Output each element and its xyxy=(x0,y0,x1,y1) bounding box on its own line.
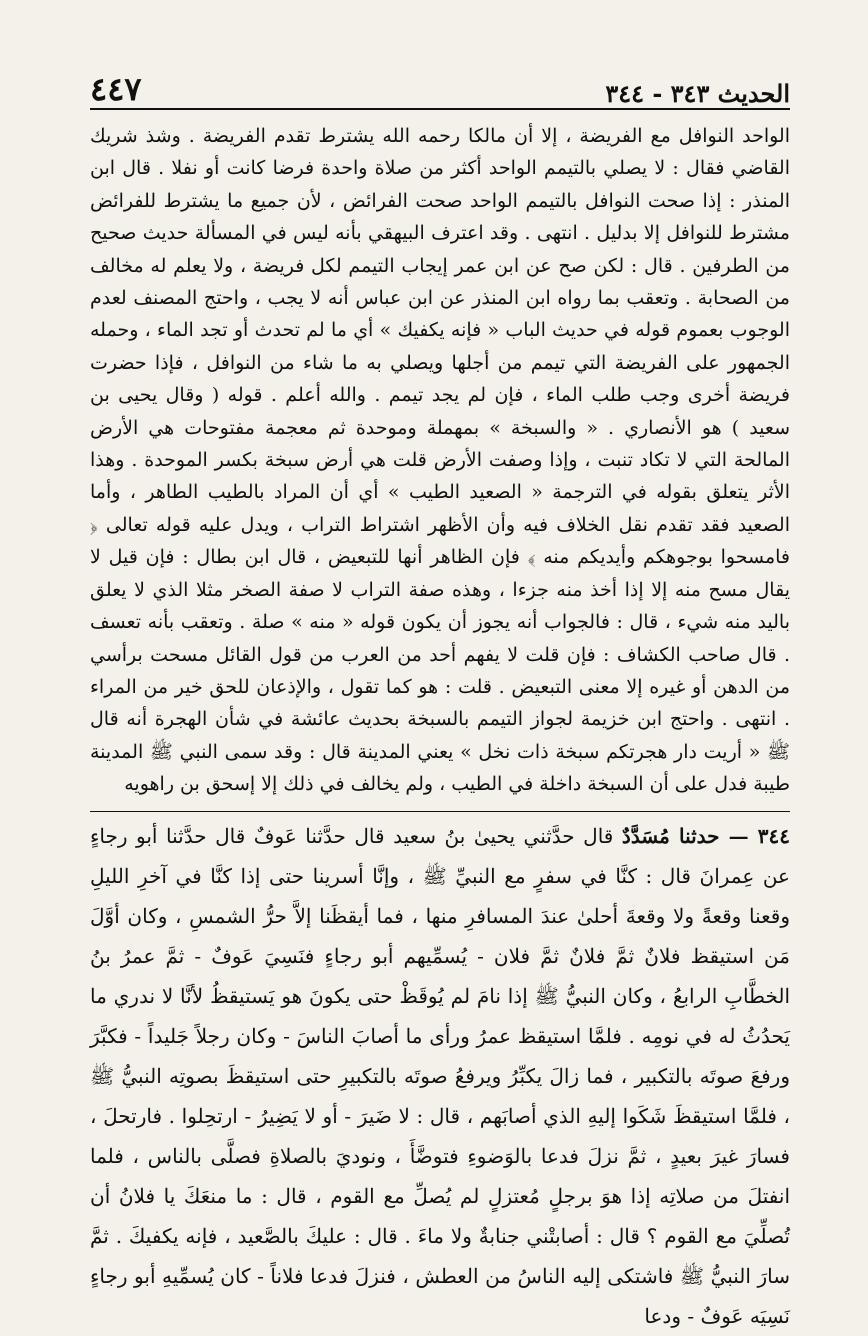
hadith-text xyxy=(90,816,790,1336)
hadith-paragraph xyxy=(90,816,790,1336)
page-header xyxy=(90,56,790,110)
section-divider xyxy=(90,811,790,812)
commentary-text xyxy=(90,120,790,801)
running-title: الحديث ٣٤٣ - ٣٤٤ xyxy=(605,79,790,108)
hadith-number-lead: ٣٤٤ — حدثنا مُسَدَّدٌ xyxy=(621,823,791,848)
commentary-paragraph: الواحد النوافل مع الفريضة ، إلا أن مالكا رحمه الله يشترط تقدم الفريضة . وشذ شريك القاضي فقال : لا يصلي بالتيمم الواحد أكثر من صلاة واحدة فرضا كانت أو نفلا . قال ابن المنذر : إذا صحت النوافل بالتيمم الواحد صحت الفرائض ، لأن جميع ما يشترط للفرائض مشترط للنوافل إلا بدليل . انتهى . وقد اعترف البيهقي بأنه ليس في المسألة حديث صحيح من الطرفين . قال : لكن صح عن ابن عمر إيجاب التيمم لكل فريضة ، ولا يعلم له مخالف من الصحابة . وتعقب بما رواه ابن المنذر عن ابن عباس أنه لا يجب ، واحتج المصنف لعدم الوجوب بعموم قوله في حديث الباب « فإنه يكفيك » أي ما لم تحدث أو تجد الماء ، وحمله الجمهور على الفريضة التي تيمم من أجلها ويصلي به ما شاء من النوافل ، فإذا حضرت فريضة أخرى وجب طلب الماء ، فإن لم يجد تيمم . والله أعلم . قوله ( وقال يحيى بن سعيد ) هو الأنصاري . « والسبخة » بمهملة وموحدة ثم معجمة مفتوحات هي الأرض المالحة التي لا تكاد تنبت ، وإذا وصفت الأرض قلت هي أرض سبخة بكسر الموحدة . وهذا الأثر يتعلق بقوله في الترجمة « الصعيد الطيب » أي أن المراد بالطيب الطاهر ، وأما الصعيد فقد تقدم نقل الخلاف فيه وأن الأظهر اشتراط التراب ، ويدل عليه قوله تعالى ﴿ فامسحوا بوجوهكم وأيديكم منه ﴾ فإن الظاهر أنها للتبعيض ، قال ابن بطال : فإن قيل لا يقال مسح منه إلا إذا أخذ منه جزءا ، وهذه صفة التراب لا صفة الصخر مثلا الذي لا يعلق باليد منه شيء ، قال : فالجواب أنه يجوز أن يكون قوله « منه » صلة . وتعقب بأنه تعسف . قال صاحب الكشاف : فإن قلت لا يفهم أحد من العرب من قول القائل مسحت برأسي من الدهن أو غيره إلا معنى التبعيض . قلت : هو كما تقول ، والإذعان للحق خير من المراء . انتهى . واحتج ابن خزيمة لجواز التيمم بالسبخة بحديث عائشة في شأن الهجرة أنه قال ﷺ « أريت دار هجرتكم سبخة ذات نخل » يعني المدينة قال : وقد سمى النبي ﷺ المدينة طيبة فدل على أن السبخة داخلة في الطيب ، ولم يخالف في ذلك إلا إسحق بن راهويه xyxy=(90,125,790,796)
page-number: ٤٤٧ xyxy=(90,70,142,108)
hadith-body: قال حدَّثني يحيىٰ بنُ سعيد قال حدَّثنا عَوفٌ قال حدَّثنا أبو رجاءٍ عن عِمرانَ قال : كنَّا في سفرٍ مع النبيِّ ﷺ ، وإنَّا أسرينا حتى إذا كنَّا في آخرِ الليلِ وقعنا وقعةً ولا وقعةَ أحلىٰ عندَ المسافرِ منها ، فما أيقظَنا إلاَّ حرُّ الشمسِ ، وكان أوَّلَ مَن استيقظ فلانٌ ثمَّ فلانٌ ثمَّ فلان - يُسمِّيهم أبو رجاءٍ فنَسِيَ عَوفٌ - ثمَّ عمرُ بنُ الخطَّابِ الرابعُ ، وكان النبيُّ ﷺ إذا نامَ لم يُوقَظْ حتى يكونَ هو يَستيقظُ لأنَّا لا ندري ما يَحدُثُ له في نومِه . فلمَّا استيقظ عمرُ ورأى ما أصابَ الناسَ - وكان رجلاً جَليداً - فكبَّرَ ورفعَ صوتَه بالتكبير ، فما زالَ يكبِّرُ ويرفعُ صوتَه بالتكبيرِ حتى استيقظَ بصوتِه النبيُّ ﷺ ، فلمَّا استيقظَ شَكَوا إليهِ الذي أصابَهم ، قال : لا ضَيرَ - أو لا يَضِيرُ - ارتحِلوا . فارتحلَ ، فسارَ غيرَ بعيدٍ ، ثمَّ نزلَ فدعا بالوَضوءِ فتوضَّأَ ، ونوديَ بالصلاةِ فصلَّى بالناس ، فلما انفتلَ من صلاتِه إذا هوَ برجلٍ مُعتزلٍ لم يُصلِّ مع القوم ، قال : ما منعَكَ يا فلانُ أن تُصلِّيَ مع القوم ؟ قال : أصابتْني جنابةٌ ولا ماءَ . قال : عليكَ بالصَّعيد ، فإنه يكفيكَ . ثمَّ سارَ النبيُّ ﷺ فاشتكى إليه الناسُ من العطش ، فنزلَ فدعا فلاناً - كان يُسمِّيهِ أبو رجاءٍ نَسِيَه عَوفٌ - ودعا xyxy=(90,823,791,1328)
